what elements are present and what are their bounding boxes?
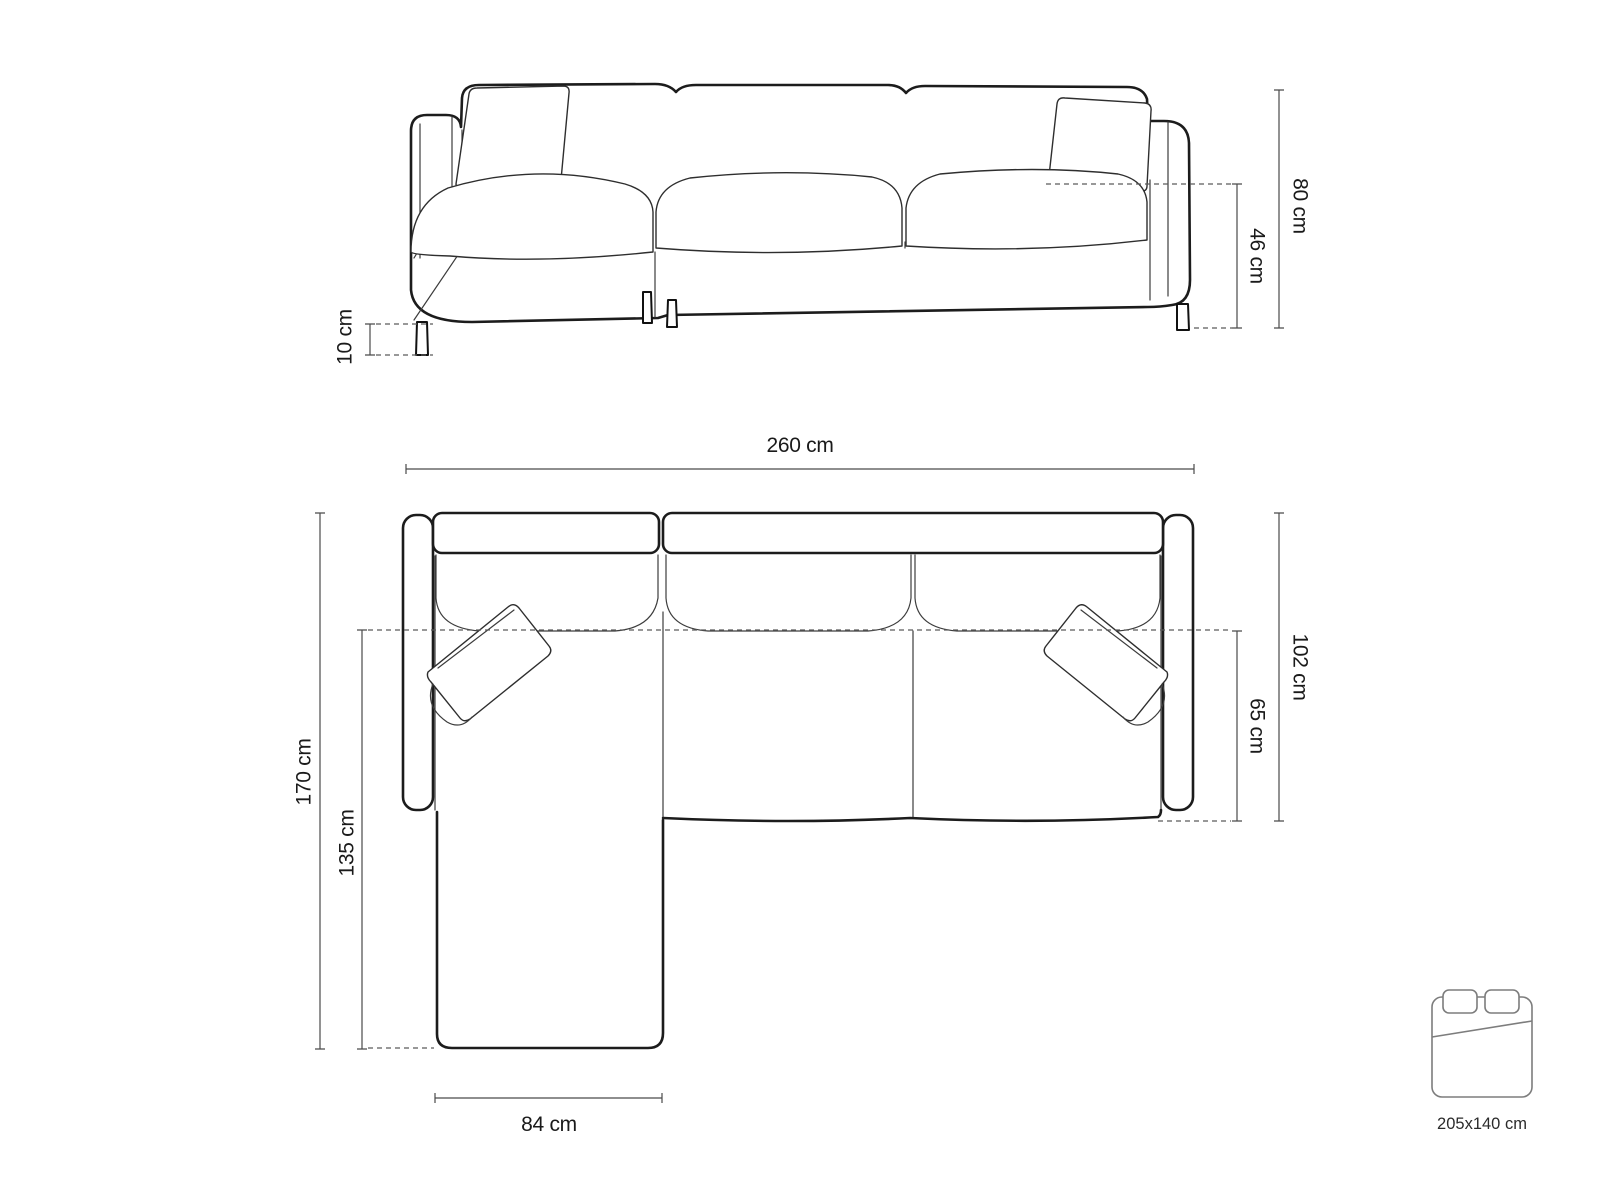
plan-back-cushion-left [436, 555, 658, 631]
dim-line-total-width [406, 464, 1194, 474]
dim-line-seat-depth [1232, 631, 1242, 821]
front-leg-right [1177, 304, 1189, 330]
front-leg-chaise-right [643, 292, 652, 323]
dim-label-leg-height: 10 cm [333, 309, 357, 365]
dim-label-total-width: 260 cm [766, 434, 834, 457]
dim-line-total-height [1274, 90, 1284, 328]
pillow-plan-left [427, 605, 550, 721]
top-view [403, 513, 1193, 1048]
plan-left-armrest [403, 515, 433, 810]
dim-line-seat-height [1232, 184, 1242, 328]
dim-label-total-depth: 170 cm [292, 738, 316, 806]
bed-duvet-fold [1432, 1021, 1532, 1037]
dim-label-seat-depth: 65 cm [1245, 698, 1269, 754]
bed-pillow-left [1443, 990, 1477, 1013]
plan-right-armrest [1163, 515, 1193, 810]
sleeping-area [1432, 990, 1532, 1133]
plan-back-cushion-right [915, 555, 1160, 631]
dim-label-seat-height: 46 cm [1245, 228, 1269, 284]
front-view [411, 84, 1190, 355]
sleeping-size-label: 205x140 cm [1437, 1115, 1527, 1133]
dim-label-chaise-width: 84 cm [521, 1113, 577, 1136]
front-leg-center [667, 300, 677, 327]
bed-icon [1432, 990, 1532, 1097]
pillow-plan-right [1044, 605, 1167, 721]
middle-seat-cushion [656, 173, 902, 253]
dim-line-chaise-length [357, 630, 367, 1049]
plan-back-cushion-middle [666, 555, 911, 631]
dim-label-total-height: 80 cm [1288, 178, 1312, 234]
dim-line-chaise-width [435, 1093, 662, 1103]
bed-pillow-right [1485, 990, 1519, 1013]
dim-line-leg-height [365, 324, 375, 355]
plan-seams [435, 556, 1161, 818]
dim-line-total-depth [315, 513, 325, 1049]
plan-backrest-strip-right [663, 513, 1163, 553]
plan-seat-front-edge [663, 810, 1161, 821]
dim-label-body-depth: 102 cm [1288, 633, 1312, 701]
dim-label-chaise-length: 135 cm [335, 809, 359, 877]
plan-backrest-strip-left [433, 513, 659, 553]
pillow-front-left [456, 86, 569, 188]
dim-line-body-depth [1274, 513, 1284, 821]
front-leg-far-left [416, 322, 428, 355]
right-seat-cushion [906, 170, 1147, 249]
chaise-plan-outline [437, 812, 663, 1048]
